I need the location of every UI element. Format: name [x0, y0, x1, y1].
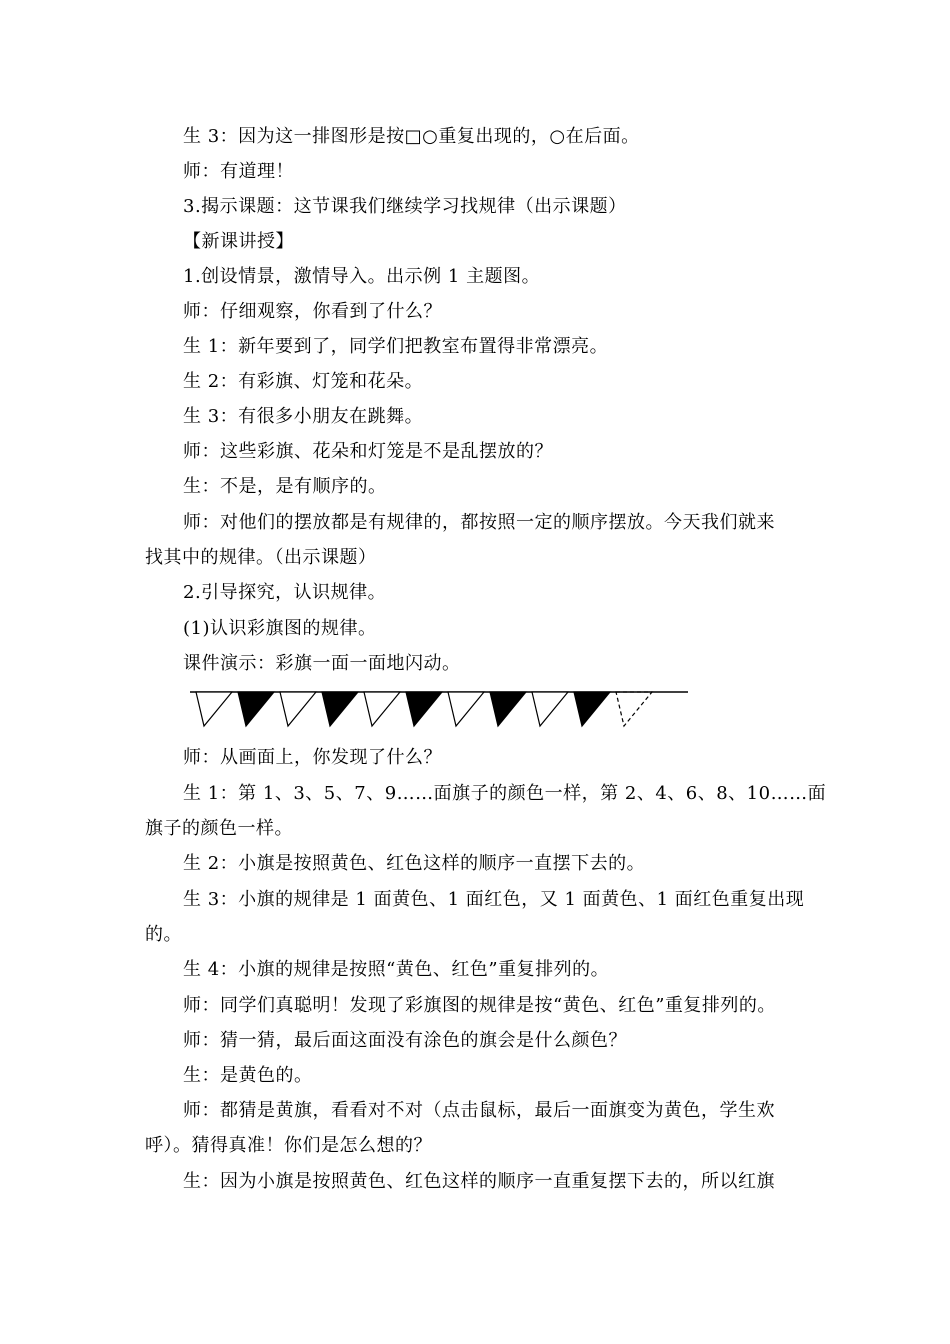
text-line: 1.创设情景，激情导入。出示例 1 主题图。	[183, 266, 541, 287]
text-line: 生 3：有很多小朋友在跳舞。	[183, 406, 424, 427]
flag-outline	[364, 692, 400, 726]
text-line: 生：是黄色的。	[183, 1065, 313, 1086]
flag-outline	[532, 692, 568, 726]
text-line: 师：仔细观察，你看到了什么？	[183, 301, 442, 322]
text-line: 生 2：小旗是按照黄色、红色这样的顺序一直摆下去的。	[183, 853, 646, 874]
text-line: 找其中的规律。（出示课题）	[145, 547, 377, 568]
text-line: 师：都猜是黄旗，看看对不对（点击鼠标，最后一面旗变为黄色，学生欢	[183, 1100, 775, 1121]
text-line: 生：因为小旗是按照黄色、红色这样的顺序一直重复摆下去的，所以红旗	[183, 1171, 775, 1192]
text-line: 生 2：有彩旗、灯笼和花朵。	[183, 371, 424, 392]
text-line: 的。	[145, 924, 182, 945]
flag-outline	[448, 692, 484, 726]
flag-filled	[322, 692, 358, 726]
text-line: 旗子的颜色一样。	[145, 818, 293, 839]
flag-filled	[490, 692, 526, 726]
text-line: 师：同学们真聪明！发现了彩旗图的规律是按“黄色、红色”重复排列的。	[183, 995, 776, 1016]
flag-banner-figure	[190, 688, 690, 730]
text-line: 生 3：因为这一排图形是按□○重复出现的，○在后面。	[183, 126, 640, 147]
text-line: 师：有道理！	[183, 161, 294, 182]
text-line: 生 1：第 1、3、5、7、9……面旗子的颜色一样，第 2、4、6、8、10……面	[183, 783, 827, 804]
text-line: 3.揭示课题：这节课我们继续学习找规律（出示课题）	[183, 196, 627, 217]
text-line: 课件演示：彩旗一面一面地闪动。	[183, 653, 461, 674]
text-line: 生 4：小旗的规律是按照“黄色、红色”重复排列的。	[183, 959, 610, 980]
text-line: 2.引导探究，认识规律。	[183, 582, 387, 603]
text-line: 生 1：新年要到了，同学们把教室布置得非常漂亮。	[183, 336, 609, 357]
text-line: 生：不是，是有顺序的。	[183, 476, 387, 497]
flag-uncolored	[616, 692, 652, 726]
flag-filled	[406, 692, 442, 726]
text-line: 师：这些彩旗、花朵和灯笼是不是乱摆放的？	[183, 441, 553, 462]
flag-group	[196, 692, 652, 726]
flag-filled	[574, 692, 610, 726]
text-line: 生 3：小旗的规律是 1 面黄色、1 面红色，又 1 面黄色、1 面红色重复出现	[183, 889, 805, 910]
flag-outline	[280, 692, 316, 726]
flag-outline	[196, 692, 232, 726]
section-heading: 【新课讲授】	[183, 231, 294, 252]
text-line: 呼）。猜得真准！你们是怎么想的？	[145, 1135, 432, 1156]
text-line: 师：猜一猜，最后面这面没有涂色的旗会是什么颜色？	[183, 1030, 627, 1051]
flag-filled	[238, 692, 274, 726]
text-line: 师：从画面上，你发现了什么？	[183, 747, 442, 768]
text-line: (1)认识彩旗图的规律。	[183, 618, 377, 639]
text-line: 师：对他们的摆放都是有规律的，都按照一定的顺序摆放。今天我们就来	[183, 512, 775, 533]
